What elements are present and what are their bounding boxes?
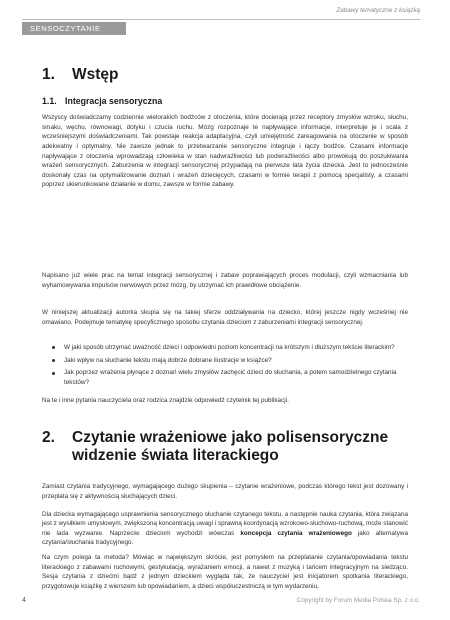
running-head-title: Zabawy tematyczne z książką — [336, 7, 420, 14]
list-item — [42, 368, 408, 387]
paragraph: Zamiast czytania tradycyjnego, wymagającego dużego skupienia – czytanie wrażeniowe, podczas którego tekst jest dozowany i przeplata się z aktywnością słuchających dzieci. — [42, 483, 408, 501]
chapter-number: 2. — [42, 429, 55, 447]
paragraph-text: Dla dziecka wymagającego usprawnienia sensorycznego słuchanie czytanego tekstu, a następnie nauka czytania, która związana jest z wysiłkiem umysłowym, zwiększoną koncentracją uwagi i sprawną koordynacją wzrokowo-słuchowo-ruchową, może stanowić nie lada wyzwanie. Naprzeciw dzieciom wychodzi wówczas — [42, 510, 408, 537]
paragraph: Wszyscy doświadczamy codziennie wielorakich bodźców z otoczenia, które docierają przez receptory zmysłów wzroku, słuchu, smaku, węchu, równowagi, dotyku i czucia ruchu. Mózg rozpoznaje te napływające informacje, interpretuje je i scala z wcześniejszymi doświadczeniami. Tak powstaje reakcja adaptacyjna, czyli umiejętność zareagowania na otoczenie w sposób adekwatny i optymalny. Nie zawsze jednak to przetwarzanie sensoryczne integruje i łączy bodźce. Czasami informacje napływające z otoczenia wprowadzają człowieka w stan nadwrażliwości lub podwrażliwości albo prowokują do poszukiwania wrażeń sensorycznych. Zaburzenia w integracji sensorycznej przypadają na pierwsze lata życia dziecka. Jest to jednocześnie doskonały czas na optymalizowanie doznań i wrażeń dziecięcych, czasami w formie terapii z pomocą specjalisty, a czasami poprzez ukierunkowane działanie w domu, zawsze w formie zabawy. — [42, 114, 408, 189]
paragraph: Napisano już wiele prac na temat integracji sensorycznej i zabaw poprawiających proces modulacji, czyli wzmacniania lub wyhamowywania impulsów nerwowych przez mózg, by utrzymać ich prawidłowe obciążenie. — [42, 272, 408, 289]
list-item-text: W jaki sposób utrzymać uważność dzieci i odpowiedni poziom koncentracji na krótszym i dłuższym tekście literackim? — [64, 343, 395, 351]
chapter-number: 1. — [42, 65, 55, 83]
page-number: 4 — [22, 597, 26, 604]
subsection-heading — [42, 96, 162, 106]
chapter-title: Wstęp — [72, 65, 119, 83]
paragraph — [42, 510, 408, 548]
bullet-icon — [52, 372, 55, 375]
subsection-title: Integracja sensoryczna — [65, 95, 163, 106]
header-divider — [22, 19, 420, 20]
list-item-text: Jaki wpływ na słuchanie tekstu mają dobrze dobrane ilustracje w książce? — [64, 356, 272, 364]
list-item — [42, 343, 408, 353]
chapter-title-line: widzenie świata literackiego — [72, 447, 279, 465]
paragraph: Na czym polega ta metoda? Mówiąc w największym skrócie, jest pomysłem na przeplatanie czytania/opowiadania tekstu literackiego z zabawami ruchowymi, gestykulacją, wyrażaniem emocji, a nawet z muzyką i tańcem integracyjnym na siedząco. Sesja czytania z dziećmi bądź z jednym dzieckiem wygląda tak, że nauczyciel jest inicjatorem spotkania literackiego, przygotowuje książkę z wierszem lub opowiadaniem, a dzieci współuczestniczą w tym wydarzeniu, — [42, 554, 408, 590]
paragraph: Na te i inne pytania nauczyciela oraz rodzica znajdzie odpowiedź czytelnik tej publikacji. — [42, 397, 289, 405]
bullet-icon — [52, 346, 55, 349]
list-item — [42, 356, 408, 366]
chapter-1-heading — [42, 66, 119, 84]
question-list — [42, 343, 408, 390]
chapter-title-line: Czytanie wrażeniowe jako polisensoryczne — [72, 429, 389, 447]
paragraph: W niniejszej aktualizacji autorka skupia się na takiej sferze oddziaływania na dziecko, której jeszcze nigdy wcześniej nie omawiano. Podejmuje tematykę specyficznego sposobu czytania dzieciom z zaburzeniami integracji sensorycznej. — [42, 309, 408, 326]
list-item-text: Jak poprzez wrażenia płynące z doznań wielu zmysłów zachęcić dzieci do słuchania, a potem samodzielnego czytania tekstów? — [64, 369, 397, 386]
copyright-notice: Copyright by Forum Media Polska Sp. z o.o. — [296, 597, 420, 604]
bullet-icon — [52, 359, 55, 362]
paragraph-text: jako alternatywa czytania/słuchania tradycyjnego. — [42, 529, 409, 547]
bold-term: koncepcja czytania wrażeniowego — [240, 529, 352, 537]
subsection-number: 1.1. — [42, 95, 57, 106]
section-tag: SENSOCZYTANIE — [22, 22, 126, 35]
chapter-2-heading — [42, 429, 388, 465]
chapter-title — [72, 429, 388, 465]
